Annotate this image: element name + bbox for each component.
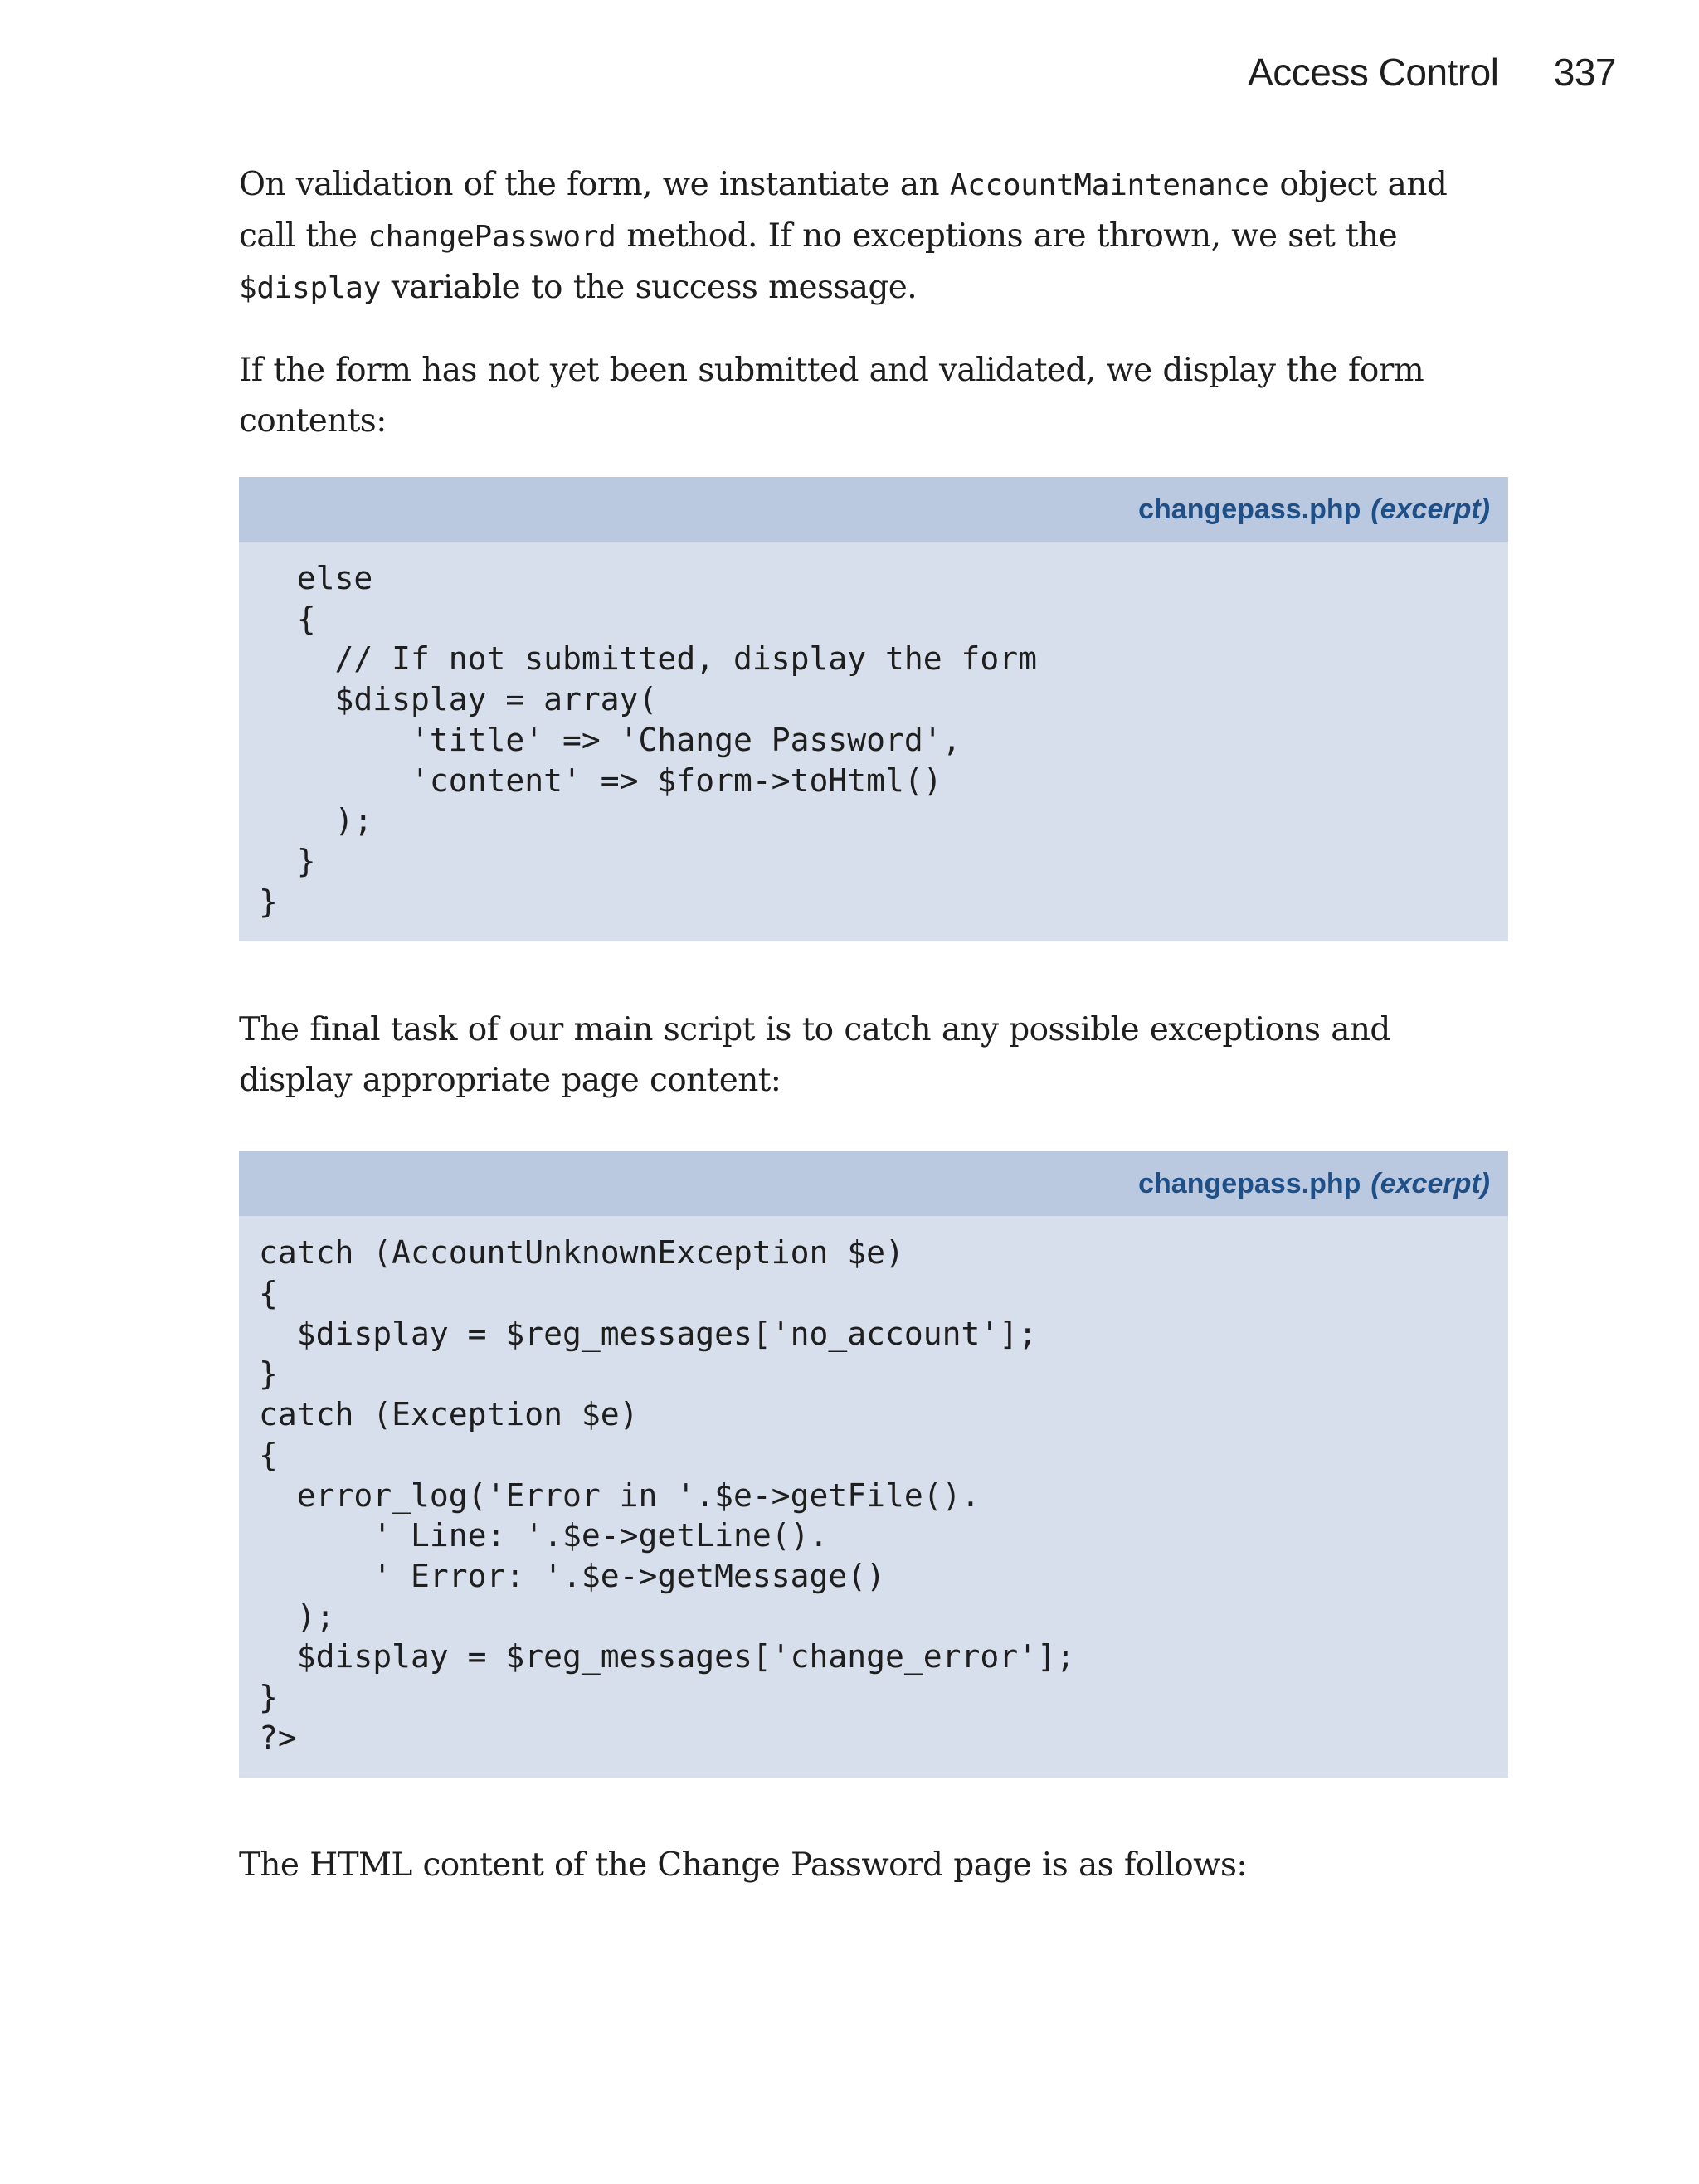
- inline-code-class: AccountMaintenance: [949, 168, 1269, 202]
- listing-header: [239, 1151, 1508, 1216]
- paragraph-form-contents: If the form has not yet been submitted and validated, we display the form contents:: [239, 352, 1424, 440]
- paragraph-html-content: The HTML content of the Change Password page is as follows:: [239, 1846, 1247, 1885]
- paragraph-text: object and call the: [239, 166, 1448, 255]
- code-listing-form: [239, 477, 1508, 941]
- paragraph-text: On validation of the form, we instantiate an: [239, 166, 950, 203]
- page-number: 337: [1553, 51, 1616, 94]
- inline-code-method: changePassword: [368, 220, 616, 254]
- paragraph-text: method. If no exceptions are thrown, we set the: [616, 217, 1398, 255]
- paragraph-exceptions: The final task of our main script is to catch any possible exceptions and display appropriate page content:: [239, 1011, 1390, 1100]
- inline-code-variable: $display: [239, 271, 381, 305]
- paragraph-text: variable to the success message.: [381, 269, 918, 306]
- listing-qualifier: (excerpt): [1370, 1167, 1490, 1199]
- code-block: catch (AccountUnknownException $e) { $display = $reg_messages['no_account']; } catch (Exception $e) { error_log('Error in '.$e->getFile(). ' Line: '.$e->getLine(). ' Error: '.$e->getMessage() ); $display = $reg_messages['change_error']; } ?>: [259, 1234, 1075, 1756]
- listing-filename: changepass.php: [1138, 493, 1361, 525]
- code-listing-catch: [239, 1151, 1508, 1778]
- listing-filename: changepass.php: [1138, 1167, 1361, 1199]
- listing-header: [239, 477, 1508, 542]
- section-title: Access Control: [1248, 51, 1499, 94]
- running-header: [1248, 50, 1616, 95]
- page-content: [239, 159, 1508, 1890]
- listing-qualifier: (excerpt): [1370, 493, 1490, 525]
- paragraph-validation: [239, 159, 1508, 314]
- code-block: else { // If not submitted, display the form $display = array( 'title' => 'Change Password', 'content' => $form->toHtml() ); } }: [259, 560, 1037, 920]
